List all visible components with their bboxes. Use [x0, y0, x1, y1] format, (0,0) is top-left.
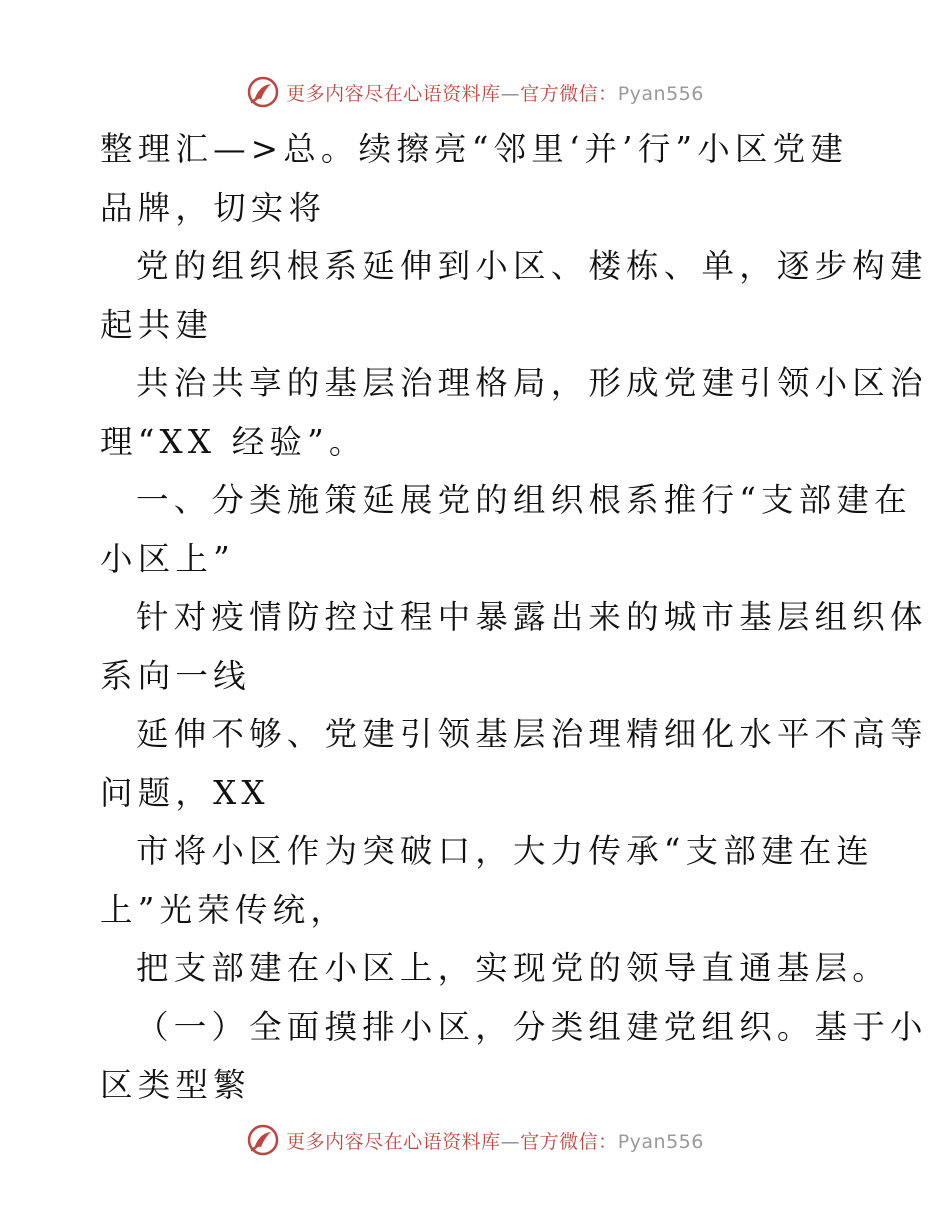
text-line: 党的组织根系延伸到小区、楼栋、单，逐步构建	[136, 247, 928, 285]
header-watermark	[0, 70, 950, 114]
section-heading-line: 小区上”	[100, 539, 235, 578]
text-line: 区类型繁	[100, 1066, 251, 1104]
watermark-handle: Pyan556	[617, 1130, 704, 1153]
watermark-contact-label: 官方微信：	[520, 82, 618, 105]
brand-logo-icon	[246, 1123, 280, 1157]
text-line: 把支部建在小区上，实现党的领导直通基层。	[136, 949, 891, 987]
subsection-heading-line: （一）全面摸排小区，分类组建党组织。基于小	[136, 1007, 928, 1046]
text-line: 系向一线	[100, 656, 251, 695]
text-line: 市将小区作为突破口，大力传承“支部建在连	[136, 832, 875, 870]
text-line: 品牌，切实将	[100, 188, 327, 227]
footer-watermark	[0, 1118, 950, 1162]
text-line: 针对疫情防控过程中暴露出来的城市基层组织体	[136, 598, 928, 636]
watermark-text	[286, 1127, 704, 1154]
text-line: 上”光荣传统，	[100, 890, 349, 929]
watermark-brand: 更多内容尽在心语资料库	[286, 1130, 501, 1153]
watermark-handle: Pyan556	[617, 82, 704, 105]
text-line: 理“XX 经验”。	[100, 422, 367, 461]
watermark-separator: —	[500, 82, 521, 105]
document-body	[100, 120, 928, 1115]
watermark-contact-label: 官方微信：	[520, 1130, 618, 1153]
section-heading-line: 一、分类施策延展党的组织根系推行“支部建在	[136, 481, 912, 519]
watermark-separator: —	[500, 1130, 521, 1153]
text-line: 共治共享的基层治理格局，形成党建引领小区治	[136, 364, 928, 402]
watermark-text	[286, 79, 704, 106]
text-line: 问题，XX	[100, 773, 270, 812]
text-line: 延伸不够、党建引领基层治理精细化水平不高等	[136, 715, 928, 753]
text-line: 整理汇—>总。续擦亮“邻里‘并’行”小区党建	[100, 130, 849, 168]
brand-logo-icon	[246, 75, 280, 109]
text-line: 起共建	[100, 305, 214, 344]
watermark-brand: 更多内容尽在心语资料库	[286, 82, 501, 105]
